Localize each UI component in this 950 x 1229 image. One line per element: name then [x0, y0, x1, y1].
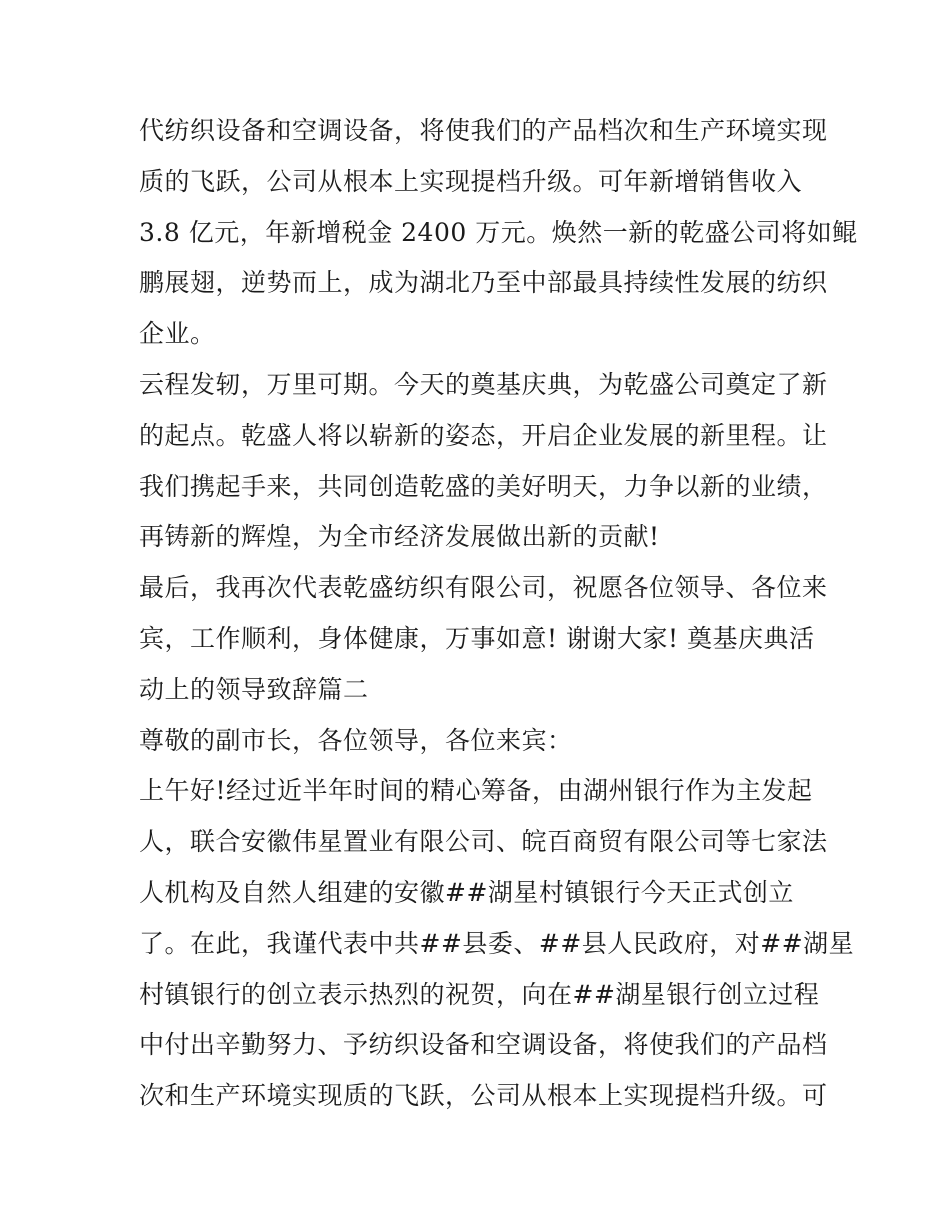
text-line: 我们携起手来，共同创造乾盛的美好明天，力争以新的业绩，: [139, 471, 828, 501]
text-line: 村镇银行的创立表示热烈的祝贺，向在##湖星银行创立过程: [139, 979, 820, 1009]
text-line: 尊敬的副市长，各位领导，各位来宾：: [139, 725, 573, 755]
text-line: 了。在此，我谨代表中共##县委、##县人民政府，对##湖星: [139, 928, 855, 958]
text-line: 动上的领导致辞篇二: [139, 674, 369, 704]
text-line: 最后，我再次代表乾盛纺织有限公司，祝愿各位领导、各位来: [139, 573, 828, 603]
text-line: 质的飞跃，公司从根本上实现提档升级。可年新增销售收入: [139, 166, 803, 196]
text-line: 云程发轫，万里可期。今天的奠基庆典，为乾盛公司奠定了新: [139, 369, 828, 399]
text-line: 企业。: [139, 319, 216, 349]
text-line: 3.8 亿元，年新增税金 2400 万元。焕然一新的乾盛公司将如鲲: [139, 217, 858, 247]
text-line: 人，联合安徽伟星置业有限公司、皖百商贸有限公司等七家法: [139, 827, 828, 857]
text-line: 鹏展翅，逆势而上，成为湖北乃至中部最具持续性发展的纺织: [139, 268, 828, 298]
text-line: 代纺织设备和空调设备，将使我们的产品档次和生产环境实现: [139, 116, 828, 145]
text-line: 中付出辛勤努力、予纺织设备和空调设备，将使我们的产品档: [139, 1030, 828, 1060]
body-text: [139, 106, 858, 1122]
text-line: 宾，工作顺利，身体健康，万事如意! 谢谢大家! 奠基庆典活: [139, 623, 815, 653]
text-line: 次和生产环境实现质的飞跃，公司从根本上实现提档升级。可: [139, 1081, 828, 1111]
text-line: 的起点。乾盛人将以崭新的姿态，开启企业发展的新里程。让: [139, 420, 828, 450]
text-line: 再铸新的辉煌，为全市经济发展做出新的贡献!: [139, 522, 660, 552]
text-line: 人机构及自然人组建的安徽##湖星村镇银行今天正式创立: [139, 877, 794, 907]
text-line: 上午好!经过近半年时间的精心筹备，由湖州银行作为主发起: [139, 776, 813, 806]
